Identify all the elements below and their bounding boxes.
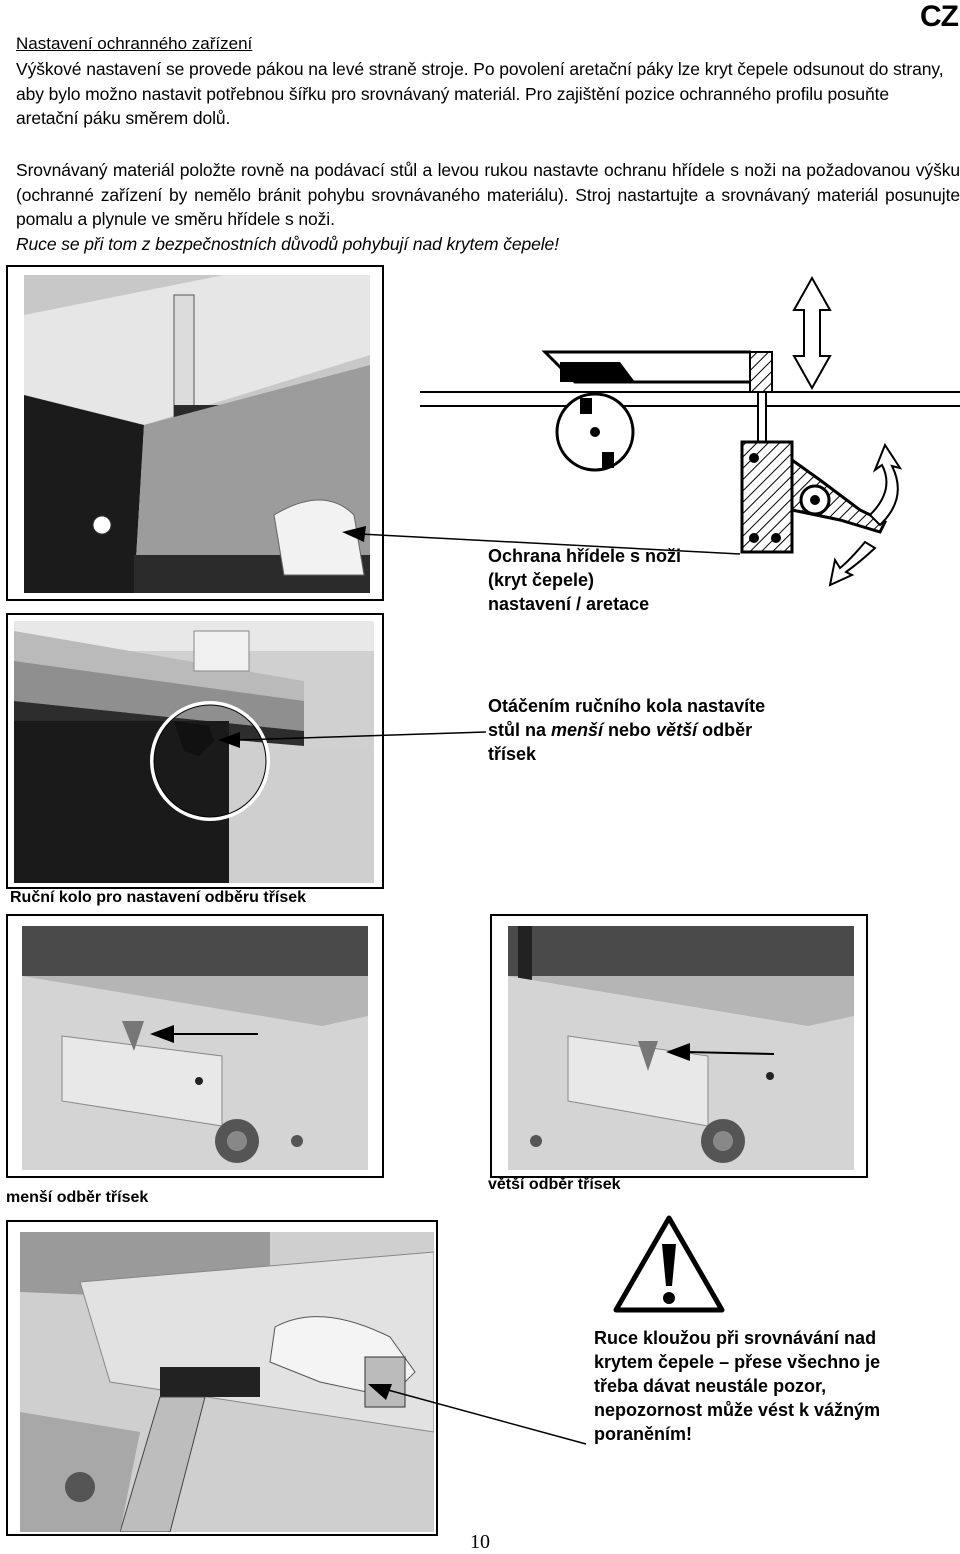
warning-text	[594, 1326, 880, 1446]
paragraph-guard-adjustment: Výškové nastavení se provede pákou na levé straně stroje. Po povolení aretační páky lze kryt čepele odsunout do strany, aby bylo možno nastavit potřebnou šířku pro srovnávaný materiál. Pro zajištění pozice ochranného profilu posuňte aretační páku směrem dolů.	[16, 59, 944, 128]
callout-wheel-text	[488, 694, 765, 766]
photo-less-removal-frame	[6, 914, 384, 1178]
callout-guard-line3: nastavení / aretace	[488, 594, 650, 614]
paragraph-feeding	[16, 158, 960, 256]
warning-line1: Ruce kloužou při srovnávání nad	[594, 1328, 877, 1348]
pointer-arrow-less	[150, 1022, 260, 1046]
callout-wheel-more: větší	[656, 720, 698, 740]
safety-italic-note: Ruce se při tom z bezpečnostních důvodů pohybují nad krytem čepele!	[16, 233, 559, 254]
callout-wheel-line2	[488, 718, 765, 742]
callout-arrow-hands	[368, 1378, 588, 1448]
page-number: 10	[470, 1531, 490, 1553]
warning-line3: třeba dávat neustále pozor,	[594, 1376, 827, 1396]
callout-guard-line2: (kryt čepele)	[488, 570, 595, 590]
callout-arrow-wheel	[218, 720, 488, 750]
double-arrow-vertical-icon	[794, 278, 830, 388]
language-mark: CZ	[920, 0, 958, 33]
warning-triangle-icon	[612, 1214, 726, 1314]
warning-line5: poraněním!	[594, 1424, 693, 1444]
photo-guard-lever-frame	[6, 265, 384, 601]
photo-guard-lever	[24, 275, 370, 593]
photo-handwheel-frame	[6, 613, 384, 889]
warning-line2: krytem čepele – přese všechno je	[594, 1352, 881, 1372]
callout-guard-line1: Ochrana hřídele s noži	[488, 546, 682, 566]
callout-guard-text	[488, 544, 681, 616]
pointer-arrow-more	[666, 1040, 776, 1064]
callout-wheel-less: menší	[551, 720, 604, 740]
photo-handwheel	[14, 621, 374, 883]
callout-wheel-line1: Otáčením ručního kola nastavíte	[488, 696, 766, 716]
warning-line4: nepozornost může vést k vážným	[594, 1400, 881, 1420]
photo-less-removal	[22, 926, 368, 1170]
caption-less-removal: menší odběr třísek	[6, 1189, 149, 1206]
section-heading: Nastavení ochranného zařízení	[16, 34, 253, 53]
callout-wheel-line2-e: odběr	[697, 720, 753, 740]
paragraph-feeding-text: Srovnávaný materiál položte rovně na podávací stůl a levou rukou nastavte ochranu hřídele s noži na požadovanou výšku (ochranné zařízení by nemělo bránit pohybu srovnávaného materiálu). Stroj nastartujte a srovnávaný materiál posunujte pomalu a plynule ve směru hřídele s noži.	[16, 160, 960, 229]
caption-more-removal: větší odběr třísek	[488, 1176, 621, 1193]
rotate-arrow-down-icon	[830, 542, 875, 585]
rotate-arrow-up-icon	[870, 445, 900, 525]
caption-handwheel: Ruční kolo pro nastavení odběru třísek	[10, 889, 307, 906]
callout-wheel-line2-a: stůl na	[488, 720, 552, 740]
callout-wheel-line2-c: nebo	[603, 720, 657, 740]
callout-wheel-line3: třísek	[488, 744, 537, 764]
